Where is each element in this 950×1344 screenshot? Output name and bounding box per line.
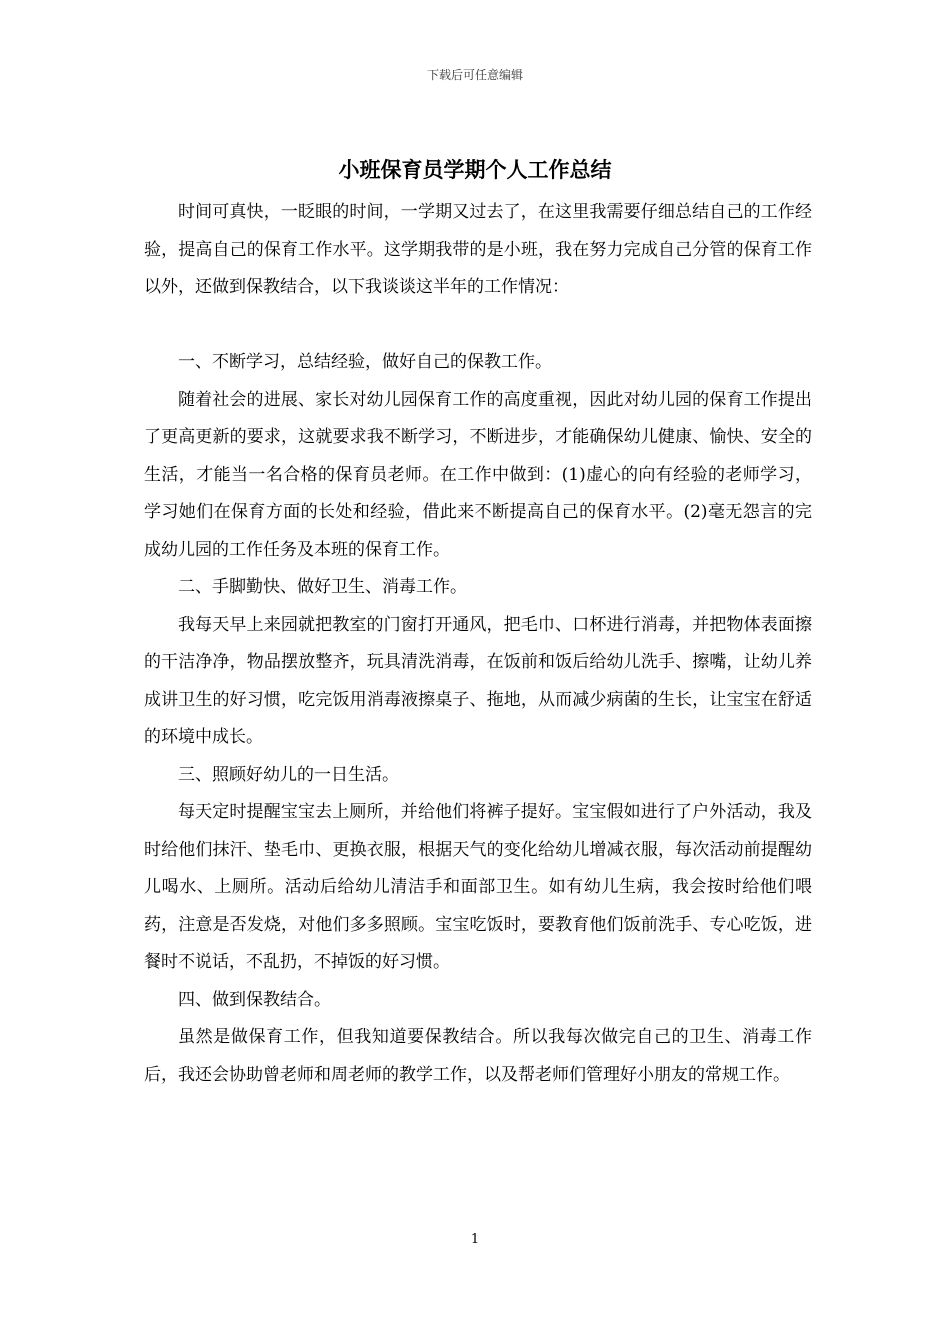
paragraph-section-3: 每天定时提醒宝宝去上厕所，并给他们将裤子提好。宝宝假如进行了户外活动，我及时给他们抹汗、垫毛巾、更换衣服，根据天气的变化给幼儿增减衣服，每次活动前提醒幼儿喝水、上厕所。活动后给幼儿清洁手和面部卫生。如有幼儿生病，我会按时给他们喂药，注意是否发烧，对他们多多照顾。宝宝吃饭时，要教育他们饭前洗手、专心吃饭，进餐时不说话，不乱扔，不掉饭的好习惯。 bbox=[144, 802, 812, 972]
section-heading-4: 四、做到保教结合。 bbox=[178, 989, 331, 1010]
section-heading-3: 三、照顾好幼儿的一日生活。 bbox=[178, 764, 399, 785]
document-body bbox=[144, 194, 812, 1094]
document-title: 小班保育员学期个人工作总结 bbox=[338, 158, 612, 182]
paragraph-section-1: 随着社会的进展、家长对幼儿园保育工作的高度重视，因此对幼儿园的保育工作提出了更高更新的要求，这就要求我不断学习，不断进步，才能确保幼儿健康、愉快、安全的生活，才能当一名合格的保育员老师。在工作中做到：(1)虚心的向有经验的老师学习，学习她们在保育方面的长处和经验，借此来不断提高自己的保育水平。(2)毫无怨言的完成幼儿园的工作任务及本班的保育工作。 bbox=[144, 389, 812, 560]
paragraph-intro: 时间可真快，一眨眼的时间，一学期又过去了，在这里我需要仔细总结自己的工作经验，提高自己的保育工作水平。这学期我带的是小班，我在努力完成自己分管的保育工作以外，还做到保教结合，以下我谈谈这半年的工作情况： bbox=[144, 202, 812, 297]
section-heading-1: 一、不断学习，总结经验，做好自己的保教工作。 bbox=[178, 352, 552, 372]
header-note: 下载后可任意编辑 bbox=[426, 68, 523, 82]
section-heading-2: 二、手脚勤快、做好卫生、消毒工作。 bbox=[178, 577, 467, 597]
paragraph-section-2: 我每天早上来园就把教室的门窗打开通风，把毛巾、口杯进行消毒，并把物体表面擦的干洁净净，物品摆放整齐，玩具清洗消毒，在饭前和饭后给幼儿洗手、擦嘴，让幼儿养成讲卫生的好习惯，吃完饭用消毒液擦桌子、拖地，从而减少病菌的生长，让宝宝在舒适的环境中成长。 bbox=[144, 614, 812, 747]
paragraph-section-4: 虽然是做保育工作，但我知道要保教结合。所以我每次做完自己的卫生、消毒工作后，我还会协助曾老师和周老师的教学工作，以及帮老师们管理好小朋友的常规工作。 bbox=[144, 1027, 812, 1085]
blank-line bbox=[144, 307, 812, 345]
page-number: 1 bbox=[470, 1232, 480, 1247]
